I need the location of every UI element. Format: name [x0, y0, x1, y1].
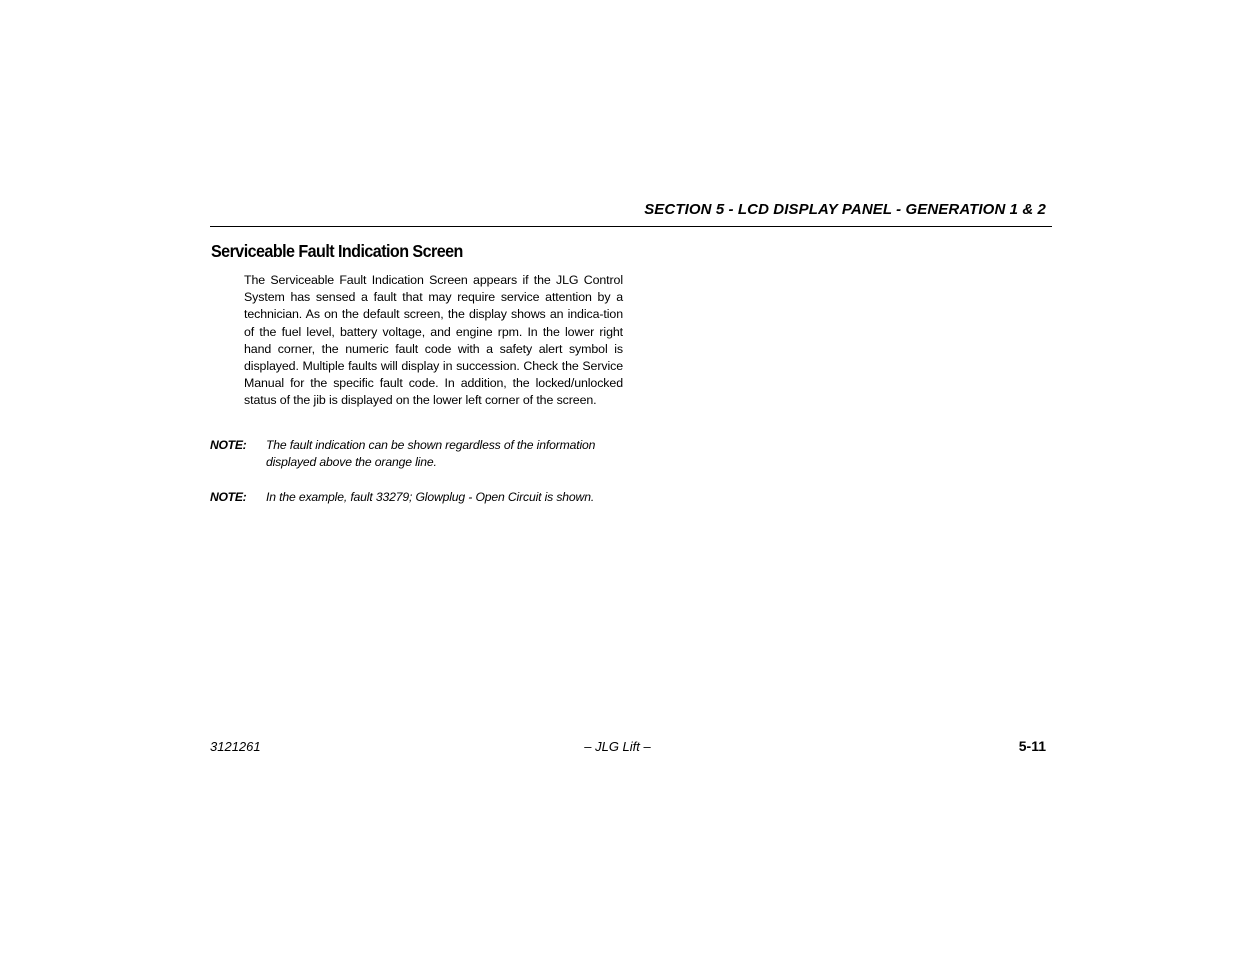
page-title: Serviceable Fault Indication Screen [211, 241, 463, 261]
note-label: NOTE: [210, 438, 247, 452]
footer-page-number: 5-11 [1018, 738, 1046, 754]
body-paragraph: The Serviceable Fault Indication Screen appears if the JLG Control System has sensed a fault that may require service attention by a technician. As on the default screen, the display shows an indica-tion of the fuel level, battery voltage, and engine rpm. In the lower right hand corner, the numeric fault code with a safety alert symbol is displayed. Multiple faults will display in succession. Check the Service Manual for the specific fault code. In addition, the locked/unlocked status of the jib is displayed on the lower left corner of the screen. [244, 273, 623, 408]
note-label: NOTE: [210, 490, 247, 504]
section-header: SECTION 5 - LCD DISPLAY PANEL - GENERATION 1 & 2 [644, 201, 1046, 218]
header-divider [210, 226, 1052, 227]
footer-center-text: – JLG Lift – [584, 739, 651, 754]
note-text: In the example, fault 33279; Glowplug - Open Circuit is shown. [266, 490, 595, 504]
footer-doc-number: 3121261 [210, 739, 261, 754]
note-text: The fault indication can be shown regardless of the information displayed above the orange line. [266, 438, 596, 470]
